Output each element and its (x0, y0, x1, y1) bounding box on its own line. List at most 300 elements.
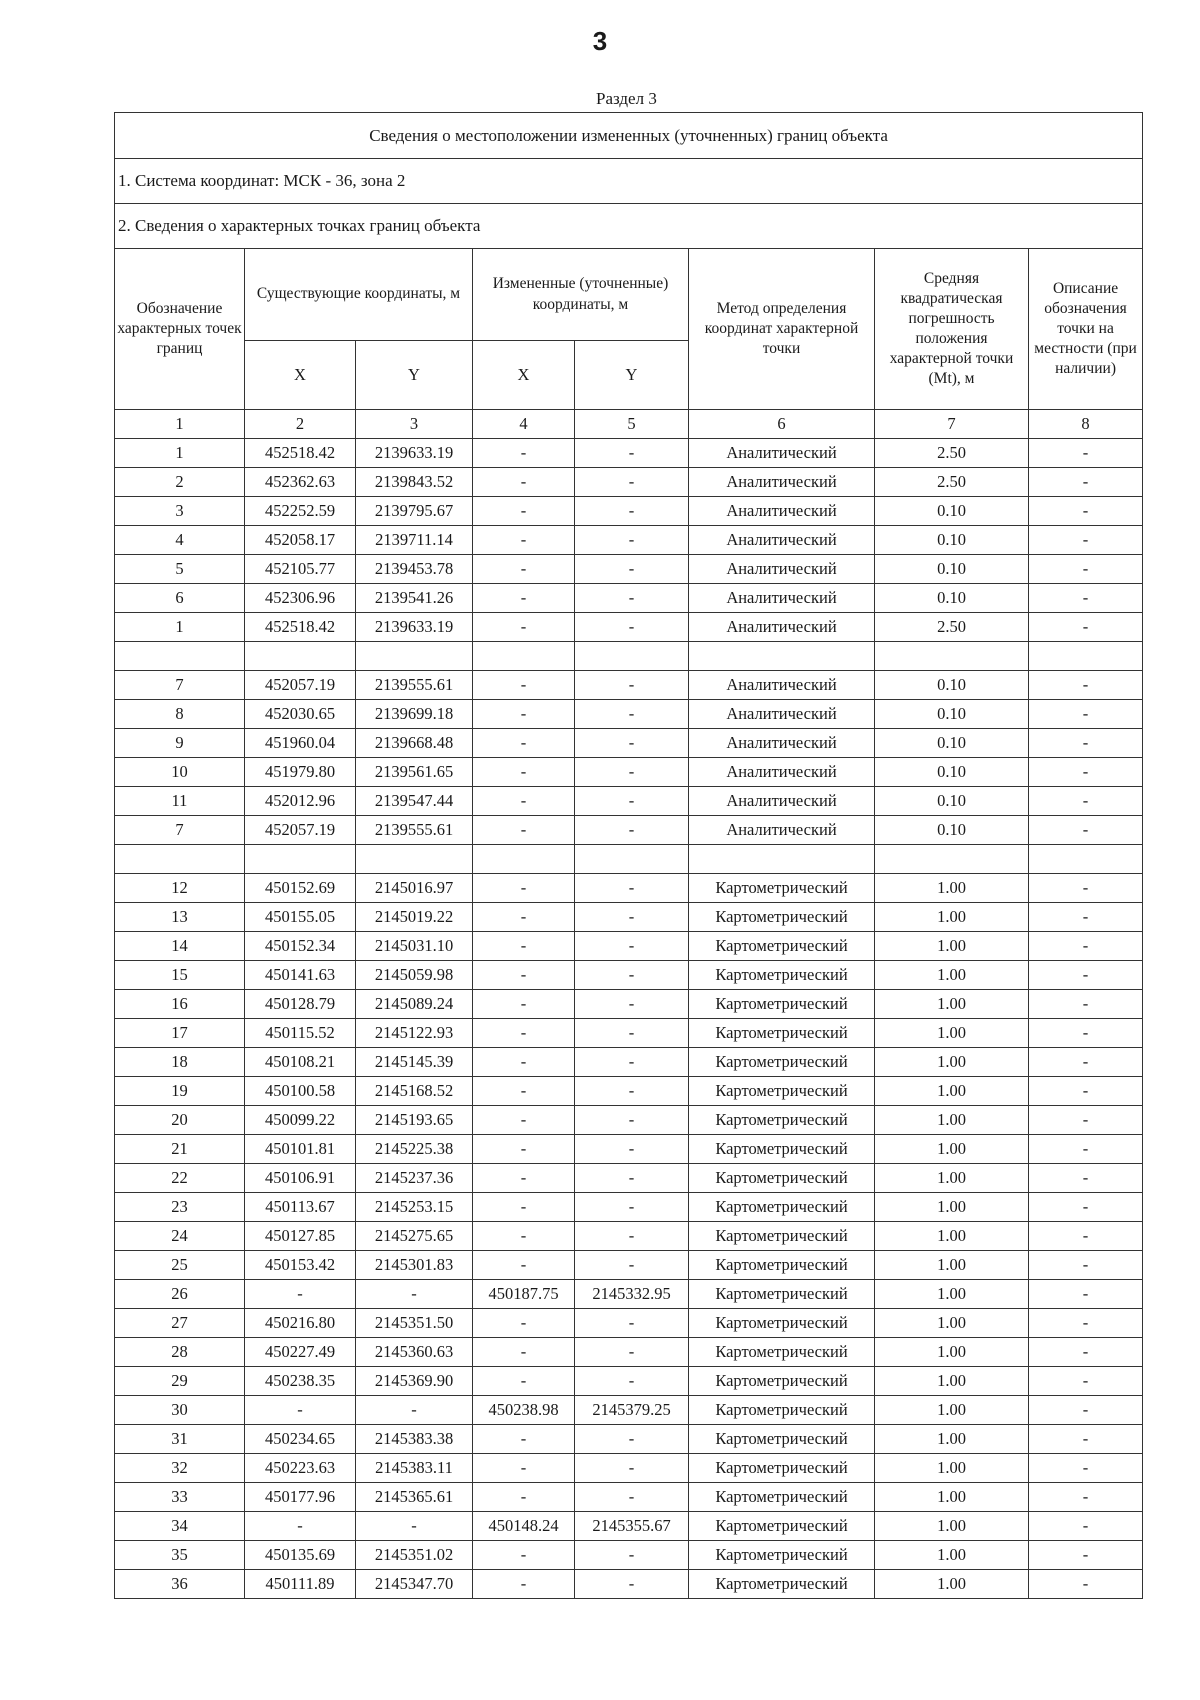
table-row (115, 613, 1143, 642)
changed-y-cell: - (575, 816, 689, 845)
error-cell: 0.10 (875, 555, 1029, 584)
changed-x-cell: - (473, 671, 575, 700)
description-cell: - (1029, 1570, 1143, 1599)
section-label: Раздел 3 (596, 89, 657, 108)
point-id-cell: 21 (115, 1135, 245, 1164)
description-cell: - (1029, 816, 1143, 845)
description-cell: - (1029, 1280, 1143, 1309)
existing-y-cell: - (356, 1396, 473, 1425)
existing-x-cell: - (245, 1280, 356, 1309)
existing-x-cell: 450113.67 (245, 1193, 356, 1222)
point-id-cell: 6 (115, 584, 245, 613)
point-id-cell: 12 (115, 874, 245, 903)
changed-y-cell: - (575, 787, 689, 816)
error-cell: 1.00 (875, 1280, 1029, 1309)
column-numbers-row (115, 410, 1143, 439)
error-cell (875, 642, 1029, 671)
error-cell: 1.00 (875, 1106, 1029, 1135)
description-cell: - (1029, 1222, 1143, 1251)
existing-y-cell: 2139668.48 (356, 729, 473, 758)
method-cell: Картометрический (689, 1483, 875, 1512)
points-heading: 2. Сведения о характерных точках границ объекта (115, 204, 1143, 249)
error-cell: 0.10 (875, 700, 1029, 729)
changed-x-cell: - (473, 1048, 575, 1077)
point-id-cell: 10 (115, 758, 245, 787)
changed-y-cell: - (575, 1164, 689, 1193)
table-row (115, 1106, 1143, 1135)
existing-x-cell: 450234.65 (245, 1425, 356, 1454)
existing-y-cell (356, 642, 473, 671)
error-cell: 1.00 (875, 1454, 1029, 1483)
changed-x-cell: - (473, 903, 575, 932)
table-row (115, 932, 1143, 961)
column-number: 5 (575, 410, 689, 439)
changed-x-cell: - (473, 1164, 575, 1193)
table-row (115, 1251, 1143, 1280)
changed-y-cell: - (575, 1541, 689, 1570)
changed-y-cell: - (575, 526, 689, 555)
changed-y-cell: - (575, 990, 689, 1019)
method-cell: Картометрический (689, 1425, 875, 1454)
existing-y-cell: - (356, 1512, 473, 1541)
changed-x-cell: - (473, 1425, 575, 1454)
table-row (115, 555, 1143, 584)
table-row (115, 497, 1143, 526)
error-cell: 2.50 (875, 468, 1029, 497)
changed-x-cell: - (473, 1251, 575, 1280)
description-cell: - (1029, 497, 1143, 526)
method-cell: Картометрический (689, 990, 875, 1019)
changed-y-cell: - (575, 1048, 689, 1077)
changed-y-cell: - (575, 961, 689, 990)
method-cell: Аналитический (689, 497, 875, 526)
point-id-cell: 16 (115, 990, 245, 1019)
method-cell: Аналитический (689, 613, 875, 642)
header-existing-x: X (245, 341, 356, 410)
description-cell: - (1029, 729, 1143, 758)
point-id-cell: 4 (115, 526, 245, 555)
changed-y-cell: - (575, 1077, 689, 1106)
description-cell: - (1029, 439, 1143, 468)
error-cell: 1.00 (875, 1425, 1029, 1454)
header-method: Метод определения координат характерной точки (689, 249, 875, 410)
existing-y-cell: 2139547.44 (356, 787, 473, 816)
description-cell: - (1029, 1338, 1143, 1367)
description-cell: - (1029, 1077, 1143, 1106)
table-row (115, 1570, 1143, 1599)
changed-x-cell: - (473, 758, 575, 787)
error-cell: 1.00 (875, 1367, 1029, 1396)
column-number: 8 (1029, 410, 1143, 439)
existing-x-cell: 451960.04 (245, 729, 356, 758)
changed-y-cell: - (575, 497, 689, 526)
method-cell: Картометрический (689, 961, 875, 990)
point-id-cell: 29 (115, 1367, 245, 1396)
column-number: 2 (245, 410, 356, 439)
changed-y-cell (575, 642, 689, 671)
existing-x-cell: 452012.96 (245, 787, 356, 816)
existing-x-cell: - (245, 1512, 356, 1541)
description-cell: - (1029, 1106, 1143, 1135)
existing-y-cell: 2139711.14 (356, 526, 473, 555)
method-cell: Картометрический (689, 1338, 875, 1367)
changed-x-cell: - (473, 1483, 575, 1512)
method-cell: Аналитический (689, 526, 875, 555)
existing-x-cell: 452105.77 (245, 555, 356, 584)
existing-x-cell (245, 642, 356, 671)
description-cell: - (1029, 903, 1143, 932)
description-cell: - (1029, 874, 1143, 903)
point-id-cell: 7 (115, 816, 245, 845)
table-row (115, 1512, 1143, 1541)
existing-x-cell: 450223.63 (245, 1454, 356, 1483)
method-cell: Аналитический (689, 584, 875, 613)
changed-x-cell: - (473, 1106, 575, 1135)
description-cell: - (1029, 1541, 1143, 1570)
method-cell: Картометрический (689, 1541, 875, 1570)
method-cell: Картометрический (689, 874, 875, 903)
method-cell: Аналитический (689, 758, 875, 787)
existing-x-cell: 452518.42 (245, 613, 356, 642)
method-cell: Аналитический (689, 439, 875, 468)
changed-x-cell: - (473, 613, 575, 642)
description-cell: - (1029, 700, 1143, 729)
changed-x-cell: - (473, 816, 575, 845)
description-cell: - (1029, 1193, 1143, 1222)
existing-x-cell: 450227.49 (245, 1338, 356, 1367)
changed-y-cell: - (575, 1106, 689, 1135)
point-id-cell: 31 (115, 1425, 245, 1454)
point-id-cell: 27 (115, 1309, 245, 1338)
changed-x-cell: - (473, 468, 575, 497)
existing-y-cell: 2145369.90 (356, 1367, 473, 1396)
error-cell: 1.00 (875, 1251, 1029, 1280)
table-row (115, 439, 1143, 468)
existing-x-cell: 450152.34 (245, 932, 356, 961)
method-cell: Картометрический (689, 1454, 875, 1483)
method-cell: Картометрический (689, 1106, 875, 1135)
existing-x-cell: 452252.59 (245, 497, 356, 526)
point-id-cell (115, 642, 245, 671)
changed-x-cell (473, 642, 575, 671)
changed-x-cell: - (473, 1193, 575, 1222)
description-cell: - (1029, 1367, 1143, 1396)
table-row (115, 1280, 1143, 1309)
point-id-cell: 32 (115, 1454, 245, 1483)
existing-y-cell: 2145383.11 (356, 1454, 473, 1483)
changed-x-cell: - (473, 729, 575, 758)
method-cell: Картометрический (689, 1048, 875, 1077)
changed-y-cell: - (575, 700, 689, 729)
point-id-cell: 22 (115, 1164, 245, 1193)
header-existing-coords: Существующие координаты, м (245, 249, 473, 341)
changed-y-cell: - (575, 1483, 689, 1512)
existing-y-cell: 2139699.18 (356, 700, 473, 729)
changed-x-cell: - (473, 1338, 575, 1367)
table-row (115, 1135, 1143, 1164)
existing-x-cell: 450141.63 (245, 961, 356, 990)
table-row (115, 1483, 1143, 1512)
changed-x-cell: - (473, 1367, 575, 1396)
existing-y-cell: 2145301.83 (356, 1251, 473, 1280)
changed-y-cell: - (575, 1193, 689, 1222)
error-cell: 2.50 (875, 439, 1029, 468)
method-cell: Картометрический (689, 1367, 875, 1396)
error-cell: 1.00 (875, 1309, 1029, 1338)
description-cell: - (1029, 526, 1143, 555)
table-row (115, 1425, 1143, 1454)
column-number: 6 (689, 410, 875, 439)
description-cell: - (1029, 990, 1143, 1019)
existing-x-cell: 451979.80 (245, 758, 356, 787)
table-row (115, 990, 1143, 1019)
method-cell: Картометрический (689, 1164, 875, 1193)
existing-y-cell: 2145351.50 (356, 1309, 473, 1338)
description-cell: - (1029, 584, 1143, 613)
error-cell: 1.00 (875, 1222, 1029, 1251)
table-row (115, 1077, 1143, 1106)
changed-x-cell: - (473, 439, 575, 468)
column-number: 7 (875, 410, 1029, 439)
table-row (115, 1309, 1143, 1338)
existing-y-cell: 2145383.38 (356, 1425, 473, 1454)
description-cell: - (1029, 932, 1143, 961)
point-id-cell: 18 (115, 1048, 245, 1077)
existing-x-cell: 450106.91 (245, 1164, 356, 1193)
existing-x-cell: 450238.35 (245, 1367, 356, 1396)
existing-x-cell: 450099.22 (245, 1106, 356, 1135)
existing-y-cell: 2139843.52 (356, 468, 473, 497)
description-cell: - (1029, 1309, 1143, 1338)
existing-y-cell: 2139555.61 (356, 671, 473, 700)
description-cell: - (1029, 1164, 1143, 1193)
point-id-cell: 13 (115, 903, 245, 932)
changed-x-cell: 450238.98 (473, 1396, 575, 1425)
table-row (115, 1164, 1143, 1193)
existing-x-cell: 452362.63 (245, 468, 356, 497)
changed-y-cell: - (575, 1338, 689, 1367)
error-cell: 1.00 (875, 1048, 1029, 1077)
point-id-cell: 8 (115, 700, 245, 729)
description-cell (1029, 642, 1143, 671)
existing-x-cell: 450127.85 (245, 1222, 356, 1251)
table-row (115, 642, 1143, 671)
column-number: 4 (473, 410, 575, 439)
existing-x-cell (245, 845, 356, 874)
method-cell: Картометрический (689, 1570, 875, 1599)
boundary-points-table (114, 112, 1143, 1599)
existing-x-cell: 452058.17 (245, 526, 356, 555)
description-cell: - (1029, 961, 1143, 990)
changed-y-cell: - (575, 1135, 689, 1164)
description-cell: - (1029, 1425, 1143, 1454)
point-id-cell: 24 (115, 1222, 245, 1251)
error-cell: 2.50 (875, 613, 1029, 642)
error-cell: 1.00 (875, 1512, 1029, 1541)
error-cell: 1.00 (875, 1483, 1029, 1512)
method-cell: Картометрический (689, 1512, 875, 1541)
method-cell: Картометрический (689, 1077, 875, 1106)
changed-y-cell: - (575, 1309, 689, 1338)
table-row (115, 816, 1143, 845)
changed-x-cell: - (473, 932, 575, 961)
changed-y-cell: 2145355.67 (575, 1512, 689, 1541)
changed-y-cell: - (575, 439, 689, 468)
header-changed-coords: Измененные (уточненные) координаты, м (473, 249, 689, 341)
changed-x-cell: - (473, 874, 575, 903)
method-cell: Аналитический (689, 700, 875, 729)
changed-x-cell: - (473, 497, 575, 526)
point-id-cell: 9 (115, 729, 245, 758)
method-cell: Картометрический (689, 1019, 875, 1048)
existing-y-cell: 2145016.97 (356, 874, 473, 903)
table-row (115, 1396, 1143, 1425)
error-cell: 1.00 (875, 1338, 1029, 1367)
existing-x-cell: 450128.79 (245, 990, 356, 1019)
point-id-cell: 17 (115, 1019, 245, 1048)
changed-y-cell: - (575, 1570, 689, 1599)
existing-y-cell: 2139453.78 (356, 555, 473, 584)
point-id-cell: 7 (115, 671, 245, 700)
error-cell: 0.10 (875, 787, 1029, 816)
description-cell: - (1029, 1135, 1143, 1164)
existing-x-cell: 452030.65 (245, 700, 356, 729)
error-cell: 0.10 (875, 671, 1029, 700)
point-id-cell: 1 (115, 439, 245, 468)
changed-y-cell: - (575, 1222, 689, 1251)
existing-x-cell: 450216.80 (245, 1309, 356, 1338)
existing-x-cell: 450155.05 (245, 903, 356, 932)
error-cell: 0.10 (875, 584, 1029, 613)
error-cell: 1.00 (875, 874, 1029, 903)
error-cell: 1.00 (875, 1164, 1029, 1193)
description-cell: - (1029, 1454, 1143, 1483)
method-cell: Картометрический (689, 932, 875, 961)
column-number: 3 (356, 410, 473, 439)
existing-y-cell: 2145237.36 (356, 1164, 473, 1193)
changed-y-cell: - (575, 1425, 689, 1454)
method-cell: Аналитический (689, 816, 875, 845)
changed-y-cell: 2145332.95 (575, 1280, 689, 1309)
table-row (115, 961, 1143, 990)
point-id-cell: 35 (115, 1541, 245, 1570)
header-existing-y: Y (356, 341, 473, 410)
error-cell: 1.00 (875, 1193, 1029, 1222)
existing-x-cell: 450135.69 (245, 1541, 356, 1570)
description-cell: - (1029, 1019, 1143, 1048)
method-cell: Картометрический (689, 1222, 875, 1251)
point-id-cell (115, 845, 245, 874)
existing-y-cell: 2145089.24 (356, 990, 473, 1019)
changed-y-cell: - (575, 1367, 689, 1396)
existing-x-cell: 452057.19 (245, 671, 356, 700)
changed-x-cell: - (473, 526, 575, 555)
error-cell: 1.00 (875, 1135, 1029, 1164)
header-point: Обозначение характерных точек границ (115, 249, 245, 410)
error-cell: 1.00 (875, 990, 1029, 1019)
method-cell: Картометрический (689, 1135, 875, 1164)
existing-x-cell: 450115.52 (245, 1019, 356, 1048)
method-cell: Аналитический (689, 671, 875, 700)
point-id-cell: 34 (115, 1512, 245, 1541)
existing-y-cell: 2139555.61 (356, 816, 473, 845)
point-id-cell: 1 (115, 613, 245, 642)
point-id-cell: 26 (115, 1280, 245, 1309)
changed-y-cell: - (575, 1019, 689, 1048)
header-changed-x: X (473, 341, 575, 410)
existing-x-cell: 450152.69 (245, 874, 356, 903)
header-error: Средняя квадратическая погрешность положения характерной точки (Mt), м (875, 249, 1029, 410)
changed-x-cell: - (473, 1135, 575, 1164)
table-row (115, 874, 1143, 903)
description-cell: - (1029, 1483, 1143, 1512)
changed-x-cell: - (473, 1454, 575, 1483)
error-cell: 1.00 (875, 961, 1029, 990)
table-row (115, 700, 1143, 729)
table-row (115, 1193, 1143, 1222)
table-row (115, 1541, 1143, 1570)
existing-y-cell: 2145145.39 (356, 1048, 473, 1077)
existing-y-cell: 2139541.26 (356, 584, 473, 613)
changed-y-cell: 2145379.25 (575, 1396, 689, 1425)
error-cell: 1.00 (875, 1541, 1029, 1570)
changed-y-cell: - (575, 555, 689, 584)
changed-y-cell: - (575, 1454, 689, 1483)
existing-y-cell: 2145168.52 (356, 1077, 473, 1106)
changed-y-cell: - (575, 671, 689, 700)
existing-y-cell: 2145225.38 (356, 1135, 473, 1164)
table-row (115, 526, 1143, 555)
point-id-cell: 25 (115, 1251, 245, 1280)
existing-y-cell: 2145365.61 (356, 1483, 473, 1512)
description-cell: - (1029, 1512, 1143, 1541)
error-cell (875, 845, 1029, 874)
existing-x-cell: 450100.58 (245, 1077, 356, 1106)
existing-y-cell: 2139633.19 (356, 439, 473, 468)
description-cell: - (1029, 613, 1143, 642)
description-cell: - (1029, 1048, 1143, 1077)
error-cell: 1.00 (875, 932, 1029, 961)
changed-x-cell: - (473, 700, 575, 729)
method-cell: Картометрический (689, 1396, 875, 1425)
changed-x-cell: - (473, 961, 575, 990)
error-cell: 0.10 (875, 729, 1029, 758)
error-cell: 1.00 (875, 1570, 1029, 1599)
description-cell: - (1029, 1251, 1143, 1280)
existing-x-cell: 450101.81 (245, 1135, 356, 1164)
existing-x-cell: 452518.42 (245, 439, 356, 468)
existing-y-cell: - (356, 1280, 473, 1309)
changed-x-cell: 450148.24 (473, 1512, 575, 1541)
table-row (115, 758, 1143, 787)
table-row (115, 903, 1143, 932)
changed-y-cell: - (575, 584, 689, 613)
existing-y-cell: 2145193.65 (356, 1106, 473, 1135)
existing-y-cell: 2145253.15 (356, 1193, 473, 1222)
point-id-cell: 14 (115, 932, 245, 961)
point-id-cell: 30 (115, 1396, 245, 1425)
column-number: 1 (115, 410, 245, 439)
existing-y-cell: 2145059.98 (356, 961, 473, 990)
changed-x-cell: - (473, 990, 575, 1019)
error-cell: 1.00 (875, 903, 1029, 932)
changed-x-cell: - (473, 555, 575, 584)
method-cell: Аналитический (689, 787, 875, 816)
changed-y-cell: - (575, 903, 689, 932)
table-row (115, 1019, 1143, 1048)
page-number: 3 (592, 26, 608, 56)
method-cell: Картометрический (689, 1309, 875, 1338)
